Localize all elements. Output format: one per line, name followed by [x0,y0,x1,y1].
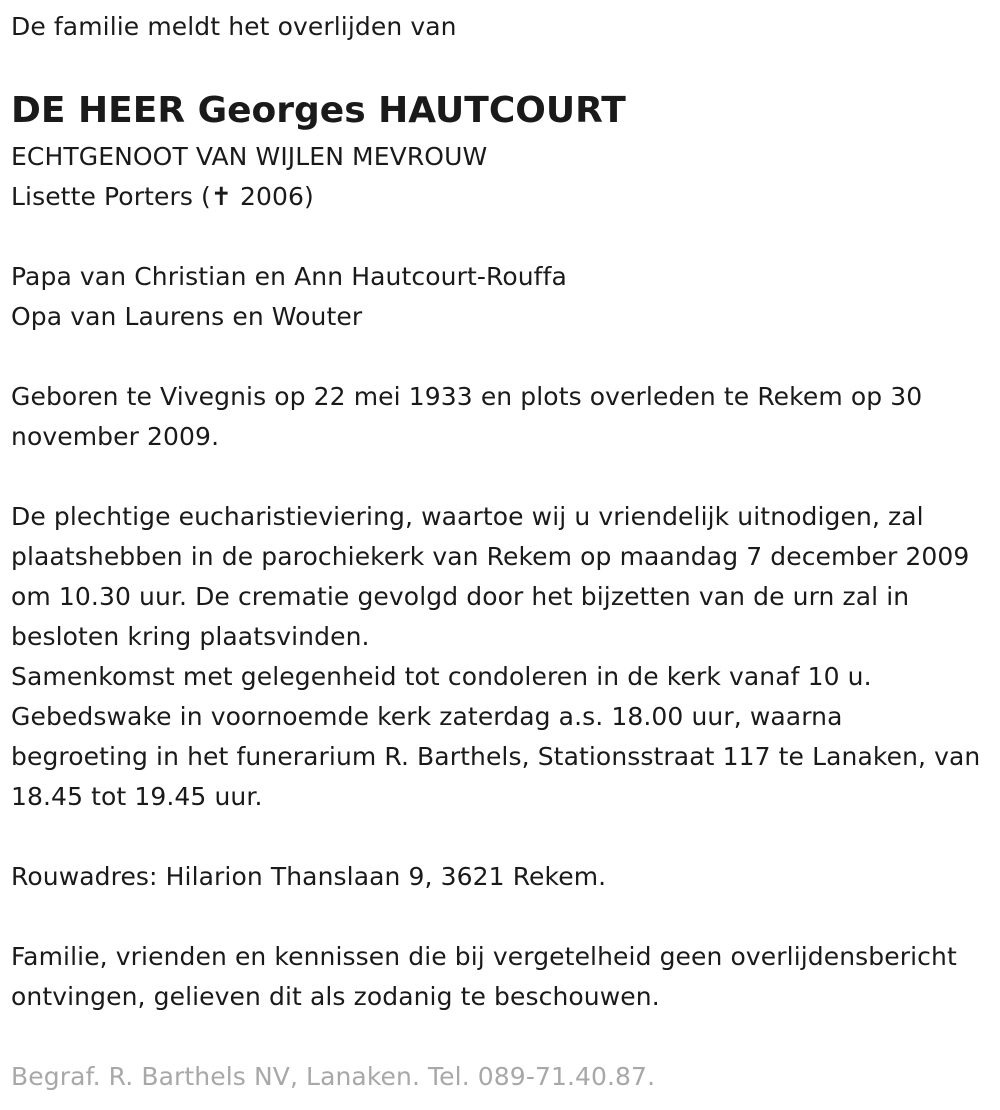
obituary-notice [11,7,986,1097]
funeral-home-footer: Begraf. R. Barthels NV, Lanaken. Tel. 089-71.40.87. [11,1062,656,1091]
intro-text: De familie meldt het overlijden van [11,12,457,41]
grandchildren-line: Opa van Laurens en Wouter [11,302,363,331]
condolence-paragraph: Samenkomst met gelegenheid tot condoleren in de kerk vanaf 10 u. [11,662,872,691]
spouse-name: Lisette Porters (✝ 2006) [11,182,314,211]
service-paragraph: De plechtige eucharistieviering, waartoe wij u vriendelijk uitnodigen, zal plaatshebben in de parochiekerk van Rekem op maandag 7 december 2009 om 10.30 uur. De crematie gevolgd door het bijzetten van de urn zal in besloten kring plaatsvinden. [11,502,970,651]
ceremony-section [11,497,986,817]
mourning-address: Rouwadres: Hilarion Thanslaan 9, 3621 Rekem. [11,862,607,891]
vigil-paragraph: Gebedswake in voornoemde kerk zaterdag a.s. 18.00 uur, waarna begroeting in het funerarium R. Barthels, Stationsstraat 117 te Lanaken, van 18.45 tot 19.45 uur. [11,702,981,811]
birth-death-paragraph: Geboren te Vivegnis op 22 mei 1933 en plots overleden te Rekem op 30 november 2009. [11,382,923,451]
children-line: Papa van Christian en Ann Hautcourt-Rouffa [11,262,567,291]
spouse-title: ECHTGENOOT VAN WIJLEN MEVROUW [11,142,488,171]
deceased-name: DE HEER Georges HAUTCOURT [11,90,626,131]
family-section [11,257,986,337]
notice-paragraph: Familie, vrienden en kennissen die bij vergetelheid geen overlijdensbericht ontvingen, gelieven dit als zodanig te beschouwen. [11,942,957,1011]
